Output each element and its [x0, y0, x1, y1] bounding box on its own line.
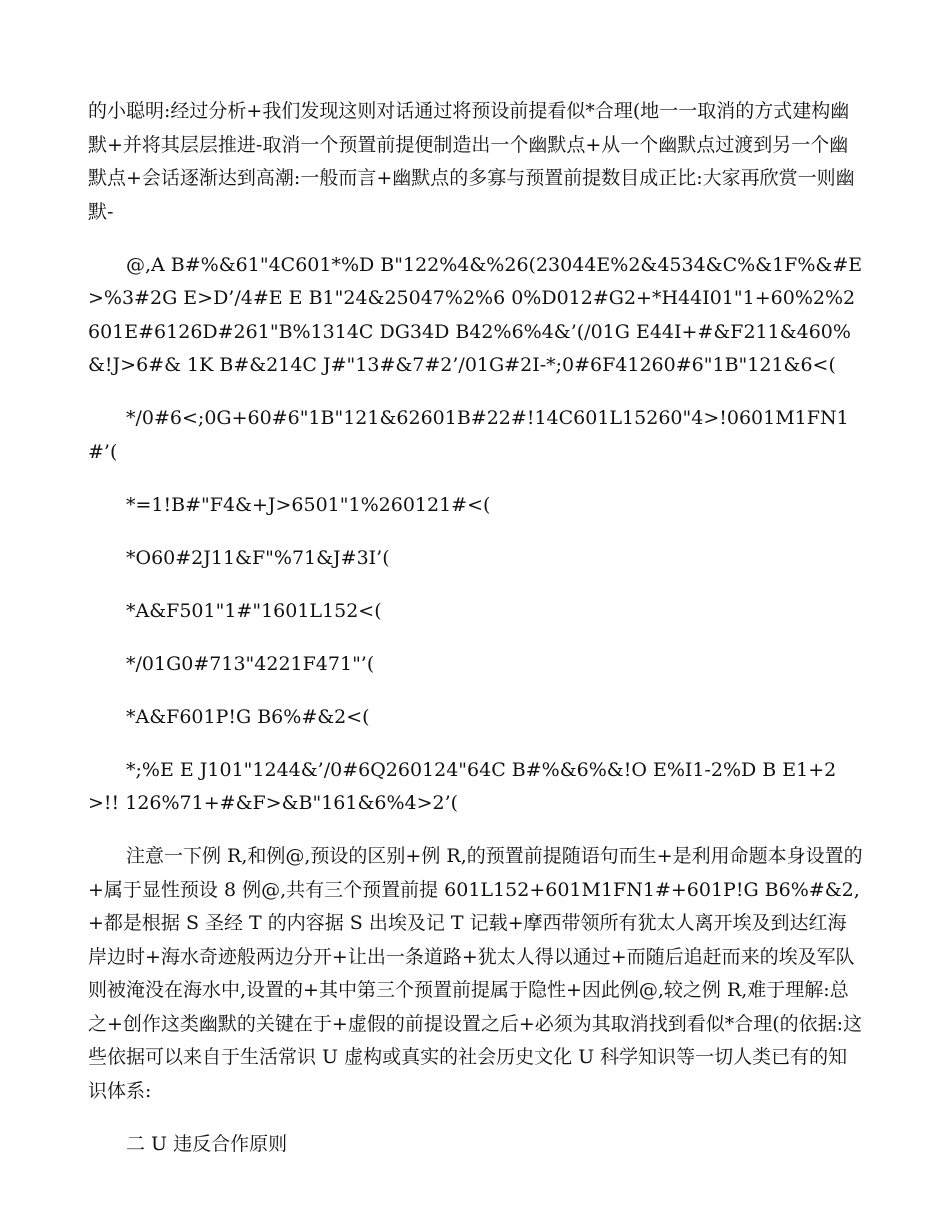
document-body [88, 95, 863, 1181]
dialogue-line-2: *=1!B#"F4&+J>6501"1%260121#<( [126, 493, 491, 516]
dialogue-line-3: *O60#2J11&F"%71&J#3I’( [126, 546, 390, 569]
section-heading: 二 U 违反合作原则 [126, 1132, 288, 1155]
dialogue-line-4: *A&F501"1#"1601L152<( [126, 599, 382, 622]
dialogue-line-5: */01G0#713"4221F471"’( [126, 652, 375, 675]
paragraph-analysis: 注意一下例 R,和例@,预设的区别+例 R,的预置前提随语句而生+是利用命题本身设置的+属于显性预设 8 例@,共有三个预置前提 601L152+601M1FN1#+601P!G B6%#&2,+都是根据 S 圣经 T 的内容据 S 出埃及记 T 记载+摩西带领所有犹太人离开埃及到达红海岸边时+海水奇迹般两边分开+让出一条道路+犹太人得以通过+而随后追赶而来的埃及军队则被淹没在海水中,设置的+其中第三个预置前提属于隐性+因此例@,较之例 R,难于理解:总之+创作这类幽默的关键在于+虚假的前提设置之后+必须为其取消找到看似*合理(的依据:这些依据可以来自于生活常识 U 虚构或真实的社会历史文化 U 科学知识等一切人类已有的知识体系: [88, 845, 863, 1102]
dialogue-line-1: */0#6<;0G+60#6"1B"121&62601B#22#!14C601L15260"4>!0601M1FN1#’( [88, 407, 849, 463]
paragraph-intro: 的小聪明:经过分析+我们发现这则对话通过将预设前提看似*合理(地一一取消的方式建构幽默+并将其层层推进-取消一个预置前提便制造出一个幽默点+从一个幽默点过渡到另一个幽默点+会话逐渐达到高潮:一般而言+幽默点的多寡与预置前提数目成正比:大家再欣赏一则幽默- [88, 100, 855, 223]
dialogue-line-6: *A&F601P!G B6%#&2<( [126, 705, 370, 728]
dialogue-line-7: *;%E E J101"1244&’/0#6Q260124"64C B#%&6%&!O E%I1-2%D B E1+2>!! 126%71+#&F>&B"161&6%4>2’( [88, 758, 837, 814]
paragraph-example-block: @,A B#%&61"4C601*%D B"122%4&%26(23044E%2&4534&C%&1F%&#E>%3#2G E>D’/4#E E B1"24&25047%2%6 0%D012#G2+*H44I01"1+60%2%2601E#6126D#261"B%1314C DG34D B42%6%4&’(/01G E44I+#&F211&460%&!J>6#& 1K B#&214C J#"13#&7#2’/01G#2I-*;0#6F41260#6"1B"121&6<( [88, 253, 863, 376]
